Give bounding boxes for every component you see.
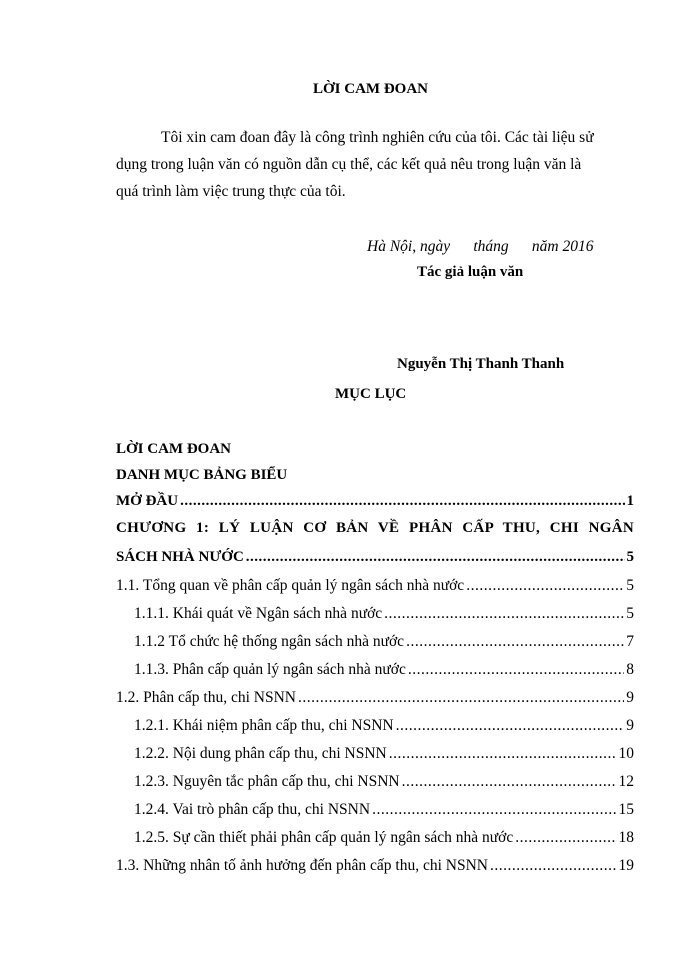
- toc-leader: [389, 745, 617, 763]
- toc-leader: [372, 801, 616, 819]
- toc-label: 1.1.3. Phân cấp quản lý ngân sách nhà nước: [134, 661, 406, 678]
- toc-entry[interactable]: [116, 577, 634, 595]
- toc-entry-chapter-1[interactable]: [116, 549, 634, 566]
- toc-entry[interactable]: [116, 689, 634, 707]
- toc-leader: [396, 717, 625, 735]
- toc-page: 9: [626, 689, 634, 706]
- toc-page: 18: [618, 829, 634, 846]
- toc-leader: [408, 661, 624, 679]
- author-label: Tác giả luận văn: [417, 264, 524, 280]
- toc-page: 7: [626, 633, 634, 650]
- author-name: Nguyễn Thị Thanh Thanh: [397, 356, 565, 372]
- toc-label: 1.1.1. Khái quát về Ngân sách nhà nước: [134, 605, 383, 622]
- toc-page: 5: [626, 605, 634, 622]
- toc-leader: [490, 857, 617, 875]
- toc-entry[interactable]: [134, 801, 634, 819]
- toc-label: 1.2.4. Vai trò phân cấp thu, chi NSNN: [134, 801, 371, 818]
- toc-label: 1.2.5. Sự cần thiết phải phân cấp quản lý ngân sách nhà nước: [134, 829, 514, 846]
- toc-leader: [402, 773, 617, 791]
- toc-entry[interactable]: [134, 717, 634, 735]
- toc-leader: [180, 493, 624, 510]
- toc-label: 1.2.2. Nội dung phân cấp thu, chi NSNN: [134, 745, 387, 762]
- declaration-line-2: dụng trong luận văn có nguồn dẫn cụ thể, các kết quả nêu trong luận văn là: [116, 156, 582, 173]
- toc-page: 9: [626, 717, 634, 734]
- toc-page: 12: [618, 773, 634, 790]
- place-date: Hà Nội, ngày tháng năm 2016: [367, 238, 594, 255]
- toc-page: 8: [626, 661, 634, 678]
- toc-label: 1.2.1. Khái niệm phân cấp thu, chi NSNN: [134, 717, 394, 734]
- toc-label: MỞ ĐẦU: [116, 493, 179, 509]
- toc-page: 19: [618, 857, 634, 874]
- toc-page: 1: [626, 493, 634, 509]
- toc-leader: [406, 633, 624, 651]
- toc-title: MỤC LỤC: [335, 386, 407, 402]
- toc-leader: [384, 605, 624, 623]
- toc-leader: [298, 689, 624, 707]
- toc-entry[interactable]: [134, 829, 634, 847]
- toc-leader: [246, 549, 625, 566]
- toc-label: 1.2. Phân cấp thu, chi NSNN: [116, 689, 296, 706]
- toc-page: 5: [626, 577, 634, 594]
- toc-entry[interactable]: [134, 661, 634, 679]
- toc-entry[interactable]: [134, 633, 634, 651]
- declaration-line-1: Tôi xin cam đoan đây là công trình nghiên cứu của tôi. Các tài liệu sử: [161, 129, 594, 146]
- declaration-body: [116, 124, 634, 205]
- toc-label: 1.1. Tổng quan về phân cấp quản lý ngân sách nhà nước: [116, 577, 465, 594]
- toc-entry[interactable]: [116, 857, 634, 875]
- toc-entry-mo-dau[interactable]: [116, 493, 634, 510]
- toc-label: 1.2.3. Nguyên tắc phân cấp thu, chi NSNN: [134, 773, 400, 790]
- toc-label: SÁCH NHÀ NƯỚC: [116, 549, 244, 565]
- toc-entry-loi-cam-doan[interactable]: LỜI CAM ĐOAN: [116, 441, 231, 457]
- toc-entry[interactable]: [134, 605, 634, 623]
- toc-label: 1.3. Những nhân tố ảnh hưởng đến phân cấp thu, chi NSNN: [116, 857, 488, 874]
- declaration-line-3: quá trình làm việc trung thực của tôi.: [116, 183, 346, 200]
- toc-page: 10: [618, 745, 634, 762]
- toc-page: 5: [626, 549, 634, 565]
- toc-entry[interactable]: [134, 773, 634, 791]
- toc-page: 15: [618, 801, 634, 818]
- toc-entry[interactable]: [134, 745, 634, 763]
- declaration-title: LỜI CAM ĐOAN: [313, 81, 428, 97]
- toc-entry-danh-muc[interactable]: DANH MỤC BẢNG BIỂU: [116, 467, 288, 483]
- toc-chapter-1-line-1[interactable]: CHƯƠNG 1: LÝ LUẬN CƠ BẢN VỀ PHÂN CẤP THU, CHI NGÂN: [116, 520, 634, 536]
- toc-leader: [466, 577, 624, 595]
- toc-label: 1.1.2 Tổ chức hệ thống ngân sách nhà nước: [134, 633, 405, 650]
- toc-leader: [515, 829, 616, 847]
